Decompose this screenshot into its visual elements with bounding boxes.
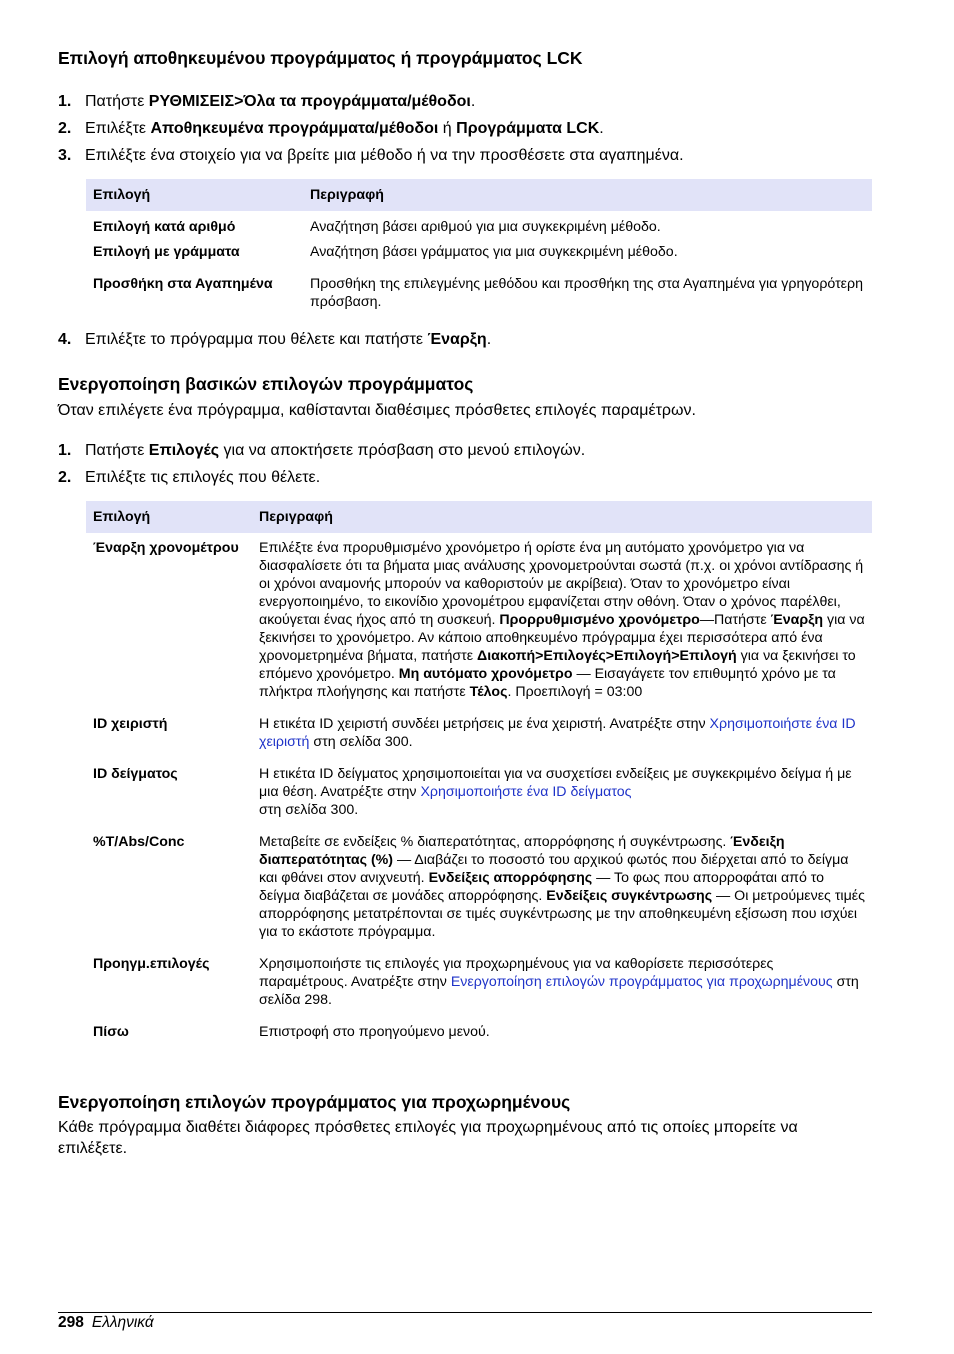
options-table-basic: [86, 501, 872, 1041]
table-row: [86, 955, 872, 1023]
option-name: %T/Abs/Conc: [93, 834, 185, 850]
option-name: Πίσω: [93, 1024, 129, 1040]
step-number: 3.: [58, 147, 72, 164]
option-description: Επιλέξτε ένα προρυθμισμένο χρονόμετρο ή ορίστε ένα μη αυτόματο χρονόμετρο για να διασφαλίσετε ότι τα βήματα μιας ανάλυσης χρονομετρούνται σωστά (π.χ. οι χρόνοι αντίδρασης ή οι χρόνοι αναμονής μπορούν να καθοριστούν με ακρίβεια). Όταν το χρονόμετρο είναι ενεργοποιημένο, το εικονίδιο χρονομέτρου εμφανίζεται στην οθόνη. Όταν ο χρόνος παρέλθει, ακούγεται ένας ήχος από τη συσκευή. Προρρυθμισμένο χρονόμετρο—Πατήστε Έναρξη για να ξεκινήσει το χρονόμετρο. Αν κάποιο αποθηκευμένο πρόγραμμα έχει περισσότερα από ένα χρονομετρημένα βήματα, πατήστε Διακοπή>Επιλογές>Επιλογή>Επιλογή για να ξεκινήσει το επόμενο χρονόμετρο. Μη αυτόματο χρονόμετρο — Εισαγάγετε τον επιθυμητό χρόνο με τα πλήκτρα πλοήγησης και πατήστε Τέλος. Προεπιλογή = 03:00: [259, 540, 865, 700]
step-text: Επιλέξτε το πρόγραμμα που θέλετε και πατήστε Έναρξη.: [85, 331, 492, 348]
cross-reference-link[interactable]: Χρησιμοποιήστε ένα ID χειριστή: [259, 716, 856, 750]
option-description: Προσθήκη της επιλεγμένης μεθόδου και προσθήκη της στα Αγαπημένα για γρηγορότερη πρόσβαση.: [310, 276, 863, 310]
option-name: ID χειριστή: [93, 716, 168, 732]
section-intro: Κάθε πρόγραμμα διαθέτει διάφορες πρόσθετες επιλογές για προχωρημένους από τις οποίες μπορείτε να επιλέξετε.: [58, 1119, 798, 1157]
option-name: Προσθήκη στα Αγαπημένα: [93, 276, 273, 292]
table-header-option: Επιλογή: [86, 501, 252, 533]
table-header-option: Επιλογή: [86, 179, 303, 211]
cross-reference-link[interactable]: Ενεργοποίηση επιλογών προγράμματος για προχωρημένους: [450, 974, 833, 990]
options-table-program-select: [86, 179, 872, 311]
table-header-description: Περιγραφή: [252, 501, 872, 533]
option-description: Αναζήτηση βάσει γράμματος για μια συγκεκριμένη μέθοδο.: [310, 244, 678, 260]
option-description: Η ετικέτα ID δείγματος χρησιμοποιείται για να συσχετίσει ενδείξεις με συγκεκριμένο δείγμα ή με μια θέση. Ανατρέξτε στην Χρησιμοποιήστε ένα ID δείγματος στη σελίδα 300.: [259, 766, 852, 818]
table-row: [86, 533, 872, 715]
footer-divider: [58, 1312, 872, 1313]
option-description: Μεταβείτε σε ενδείξεις % διαπερατότητας, απορρόφησης ή συγκέντρωσης. Ένδειξη διαπερατότητας (%) — Διαβάζει το ποσοστό του αρχικού φωτός που διέρχεται από το δείγμα και φθάνει στον ανιχνευτή. Ενδείξεις απορρόφησης — Το φως που απορροφάται από το δείγμα διαβάζεται σε μονάδες απορρόφησης. Ενδείξεις συγκέντρωσης — Οι μετρούμενες τιμές απορρόφησης μετατρέπονται σε τιμές συγκέντρωσης με την αποθηκευμένη εξίσωση που ισχύει για το εκάστοτε πρόγραμμα.: [259, 834, 865, 940]
button-name: Έναρξη: [427, 331, 487, 348]
table-row: [86, 1023, 872, 1041]
option-name: Προηγμ.επιλογές: [93, 956, 210, 972]
table-row: [86, 275, 872, 311]
section-heading-saved-program: Επιλογή αποθηκευμένου προγράμματος ή προγράμματος LCK: [58, 48, 583, 68]
step-text: Επιλέξτε ένα στοιχείο για να βρείτε μια μέθοδο ή να την προσθέσετε στα αγαπημένα.: [85, 147, 684, 164]
cross-reference-link[interactable]: Χρησιμοποιήστε ένα ID δείγματος: [420, 784, 632, 800]
table-row: [86, 715, 872, 765]
option-description: Χρησιμοποιήστε τις επιλογές για προχωρημένους για να καθορίσετε περισσότερες παραμέτρους. Ανατρέξτε στην Ενεργοποίηση επιλογών προγράμματος για προχωρημένους στη σελίδα 298.: [259, 956, 859, 1008]
section-heading-advanced-options: Ενεργοποίηση επιλογών προγράμματος για προχωρημένους: [58, 1092, 571, 1112]
option-name: ID δείγματος: [93, 766, 178, 782]
section-intro: Όταν επιλέγετε ένα πρόγραμμα, καθίστανται διαθέσιμες πρόσθετες επιλογές παραμέτρων.: [58, 402, 696, 419]
menu-item: Αποθηκευμένα προγράμματα/μέθοδοι: [150, 120, 439, 137]
option-name: Έναρξη χρονομέτρου: [93, 540, 239, 556]
option-name: Επιλογή με γράμματα: [93, 244, 240, 260]
step-number: 4.: [58, 331, 72, 348]
button-name: Επιλογές: [148, 442, 220, 459]
table-header-description: Περιγραφή: [303, 179, 872, 211]
step-number: 2.: [58, 120, 72, 137]
step-text: Επιλέξτε Αποθηκευμένα προγράμματα/μέθοδοι ή Προγράμματα LCK.: [85, 120, 604, 137]
footer-language: Ελληνικά: [91, 1314, 154, 1331]
table-row: [86, 833, 872, 955]
menu-item: Προγράμματα LCK: [456, 120, 600, 137]
step-number: 2.: [58, 469, 72, 486]
page-number: 298: [58, 1314, 84, 1331]
option-description: Η ετικέτα ID χειριστή συνδέει μετρήσεις με ένα χειριστή. Ανατρέξτε στην Χρησιμοποιήστε ένα ID χειριστή στη σελίδα 300.: [259, 716, 856, 750]
menu-path: ΡΥΘΜΙΣΕΙΣ>Όλα τα προγράμματα/μέθοδοι: [148, 93, 471, 110]
option-description: Επιστροφή στο προηγούμενο μενού.: [259, 1024, 490, 1040]
step-text: Πατήστε ΡΥΘΜΙΣΕΙΣ>Όλα τα προγράμματα/μέθοδοι.: [85, 93, 476, 110]
section-heading-basic-options: Ενεργοποίηση βασικών επιλογών προγράμματος: [58, 374, 474, 394]
table-row: [86, 211, 872, 243]
option-description: Αναζήτηση βάσει αριθμού για μια συγκεκριμένη μέθοδο.: [310, 219, 661, 235]
step-number: 1.: [58, 442, 72, 459]
step-number: 1.: [58, 93, 72, 110]
page-footer: [58, 1313, 154, 1333]
table-row: [86, 243, 872, 275]
step-text: Πατήστε Επιλογές για να αποκτήσετε πρόσβαση στο μενού επιλογών.: [85, 442, 586, 459]
option-name: Επιλογή κατά αριθμό: [93, 219, 236, 235]
table-row: [86, 765, 872, 833]
step-text: Επιλέξτε τις επιλογές που θέλετε.: [85, 469, 321, 486]
